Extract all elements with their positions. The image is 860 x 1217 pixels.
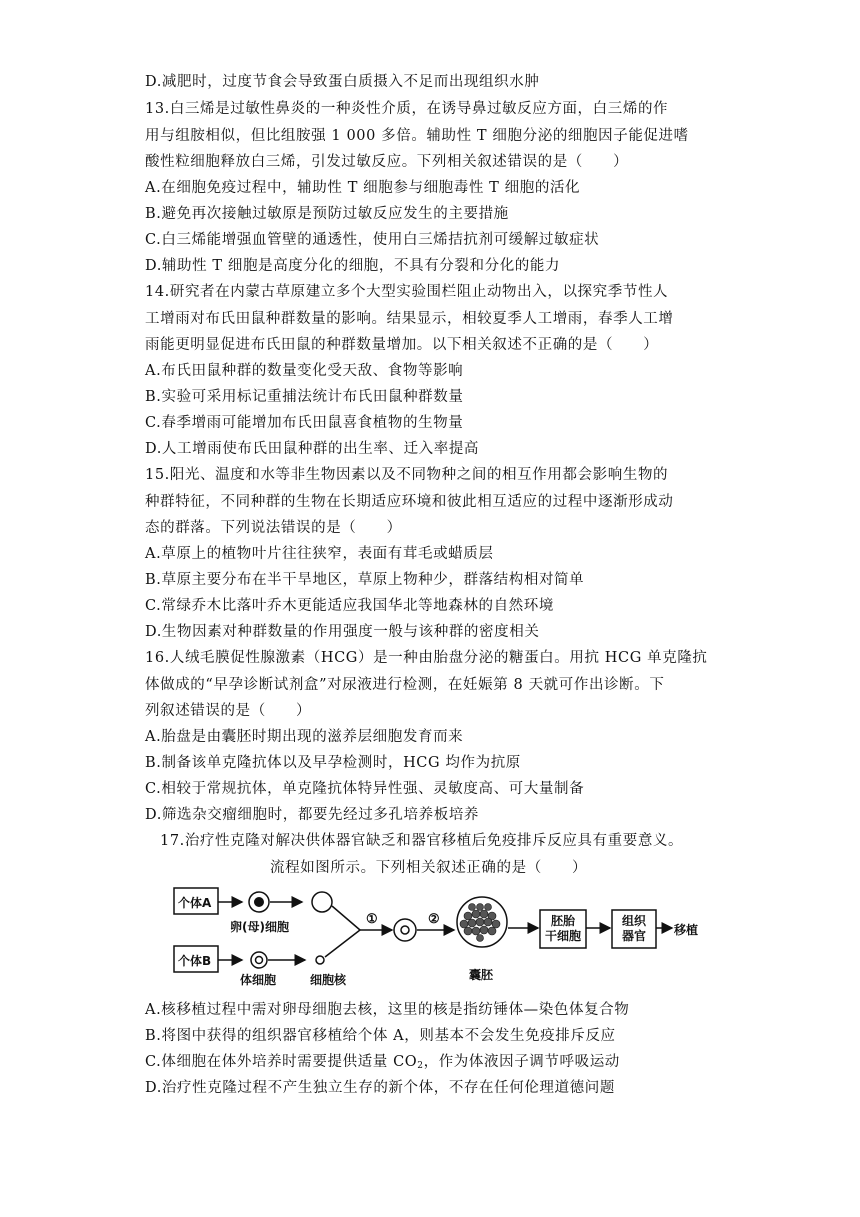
step-2-marker: ② [428,912,440,927]
body-cell-label: 体细胞 [240,973,277,987]
co2-subscript: 2 [417,1061,424,1071]
option-line: B.草原主要分布在半干旱地区，草原上物种少，群落结构相对简单 [145,572,585,588]
egg-cell-label: 卵(母)细胞 [230,920,289,934]
blastocyst-label: 囊胚 [469,968,494,982]
individual-b-label: 个体B [178,954,212,968]
text-line: 工增雨对布氏田鼠种群数量的影响。结果显示，相较夏季人工增雨，春季人工增 [145,311,674,327]
option-line: B.将图中获得的组织器官移植给个体 A，则基本不会发生免疫排斥反应 [145,1028,616,1044]
text-line: 雨能更明显促进布氏田鼠的种群数量增加。以下相关叙述不正确的是（ ） [145,337,659,353]
option-line: A.布氏田鼠种群的数量变化受天敌、食物等影响 [145,363,464,379]
text-line: 体做成的“早孕诊断试剂盒”对尿液进行检测，在妊娠第 8 天就可作出诊断。下 [145,677,665,693]
tissue-organ-label-line1: 组织 [621,914,646,928]
option-line: C.白三烯能增强血管壁的通透性，使用白三烯拮抗剂可缓解过敏症状 [145,232,600,248]
option-c-text: C.体细胞在体外培养时需要提供适量 CO [145,1054,418,1070]
nucleus-label: 细胞核 [310,973,347,987]
question-13-stem: 13.白三烯是过敏性鼻炎的一种炎性介质，在诱导鼻过敏反应方面，白三烯的作 [145,101,669,117]
text-line: 种群特征，不同种群的生物在长期适应环境和彼此相互适应的过程中逐渐形成动 [145,494,674,510]
option-line: D.人工增雨使布氏田鼠种群的出生率、迁入率提高 [145,441,480,457]
option-line: C.常绿乔木比落叶乔木更能适应我国华北等地森林的自然环境 [145,598,554,614]
tissue-organ-label [612,914,656,944]
enucleated-egg-icon [312,892,332,912]
step-1-marker: ① [366,912,378,927]
tissue-organ-label-line2: 器官 [621,929,646,943]
option-line: B.制备该单克隆抗体以及早孕检测时，HCG 均作为抗原 [145,755,521,771]
question-15-stem: 15.阳光、温度和水等非生物因素以及不同物种之间的相互作用都会影响生物的 [145,467,669,483]
stem-cell-label-line1: 胚胎 [550,914,575,928]
text-line: 流程如图所示。下列相关叙述正确的是（ ） [270,860,588,876]
question-17-stem: 17.治疗性克隆对解决供体器官缺乏和器官移植后免疫排斥反应具有重要意义。 [160,833,684,849]
nucleus-icon [316,956,324,964]
option-line: D.治疗性克隆过程不产生独立生存的新个体，不存在任何伦理道德问题 [145,1080,615,1096]
option-line: C.相较于常规抗体，单克隆抗体特异性强、灵敏度高、可大量制备 [145,781,585,797]
text-line: 酸性粒细胞释放白三烯，引发过敏反应。下列相关叙述错误的是（ ） [145,154,629,170]
option-line: B.避免再次接触过敏原是预防过敏反应发生的主要措施 [145,206,509,222]
question-16-stem: 16.人绒毛膜促性腺激素（HCG）是一种由胎盘分泌的糖蛋白。用抗 HCG 单克隆抗 [145,650,708,666]
option-line: A.在细胞免疫过程中，辅助性 T 细胞参与细胞毒性 T 细胞的活化 [145,180,581,196]
text-line: 态的群落。下列说法错误的是（ ） [145,520,402,536]
transplant-label: 移植 [674,923,699,937]
option-line: A.草原上的植物叶片往往狭窄，表面有茸毛或蜡质层 [145,546,494,562]
text-line: 列叙述错误的是（ ） [145,703,312,719]
stem-cell-label-line2: 干细胞 [544,929,581,943]
question-14-stem: 14.研究者在内蒙古草原建立多个大型实验围栏阻止动物出入，以探究季节性人 [145,284,669,300]
option-line: B.实验可采用标记重捕法统计布氏田鼠种群数量 [145,389,464,405]
option-c-text-end: ，作为体液因子调节呼吸运动 [423,1054,620,1070]
option-line [145,1053,725,1075]
text-line: D.减肥时，过度节食会导致蛋白质摄入不足而出现组织水肿 [145,74,540,90]
option-line: A.核移植过程中需对卵母细胞去核，这里的核是指纺锤体—染色体复合物 [145,1002,630,1018]
option-line: D.生物因素对种群数量的作用强度一般与该种群的密度相关 [145,624,540,640]
option-line: D.筛选杂交瘤细胞时，都要先经过多孔培养板培养 [145,807,480,823]
individual-a-label: 个体A [178,896,212,910]
stem-cell-label [540,914,586,944]
option-line: D.辅助性 T 细胞是高度分化的细胞，不具有分裂和分化的能力 [145,258,561,274]
text-line: 用与组胺相似，但比组胺强 1 000 多倍。辅助性 T 细胞分泌的细胞因子能促进嗜 [145,128,689,144]
option-line: C.春季增雨可能增加布氏田鼠喜食植物的生物量 [145,415,464,431]
cloning-flow-diagram [160,878,720,986]
option-line: A.胎盘是由囊胚时期出现的滋养层细胞发育而来 [145,729,464,745]
